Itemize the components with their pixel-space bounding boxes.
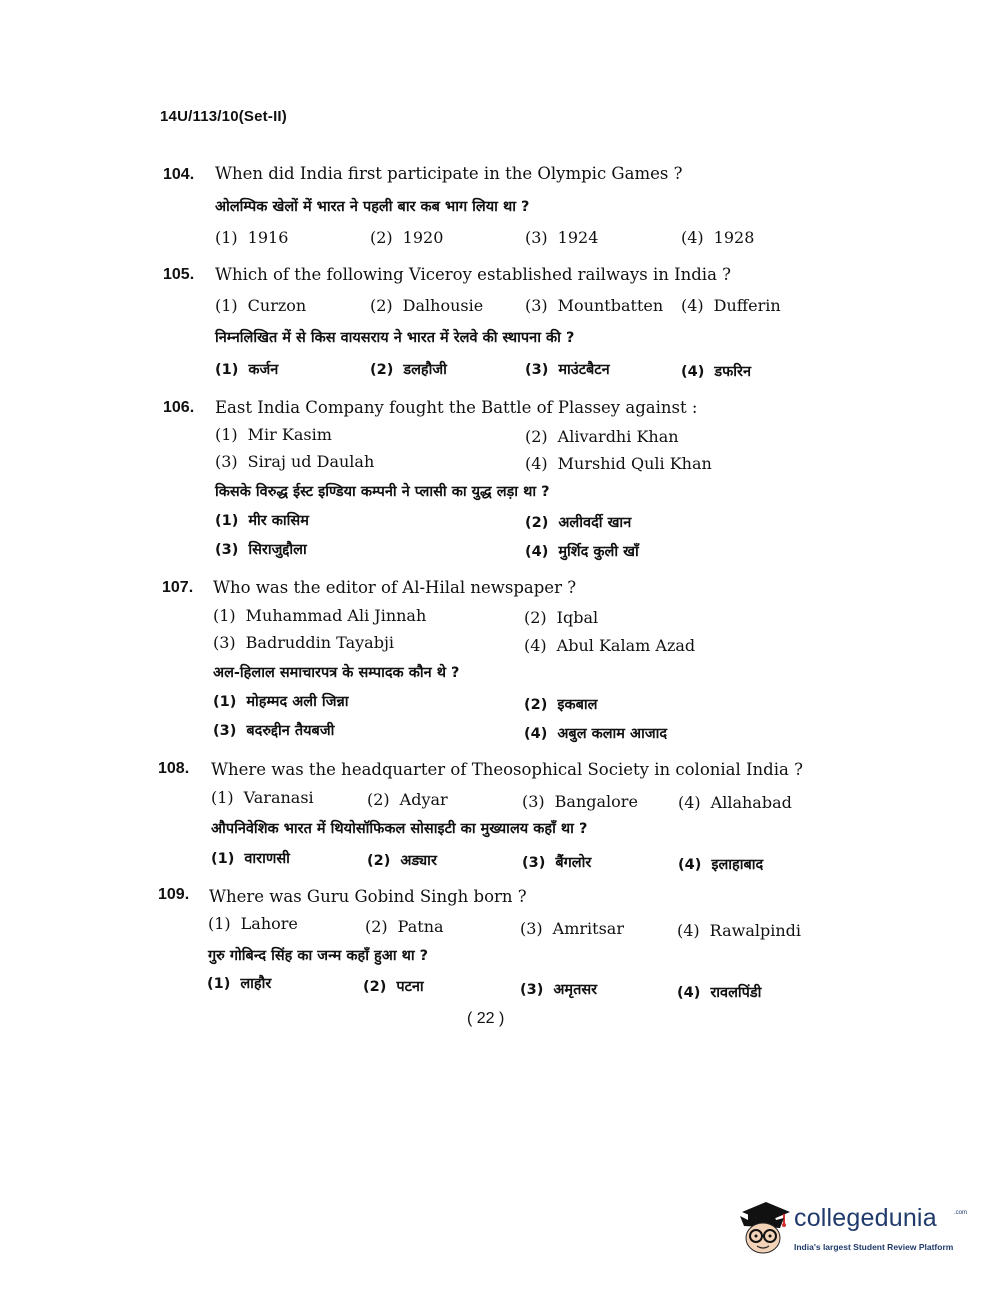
option-3: (3) Amritsar [520, 919, 624, 938]
option-1: (1) 1916 [215, 228, 289, 247]
option-2-hi: (2) अलीवर्दी खान [525, 515, 632, 531]
question-text-en: When did India first participate in the Olympic Games ? [215, 164, 683, 183]
option-2: (2) Iqbal [524, 608, 599, 627]
option-3-hi: (3) माउंटबैटन [525, 362, 610, 378]
option-3: (3) Bangalore [522, 792, 638, 811]
question-text-hi: ओलम्पिक खेलों में भारत ने पहली बार कब भाग लिया था ? [215, 199, 530, 215]
question-number: 109. [158, 886, 190, 903]
question-text-en: East India Company fought the Battle of Plassey against : [215, 398, 698, 417]
option-3-hi: (3) बदरुद्दीन तैयबजी [213, 723, 335, 739]
option-1-hi: (1) कर्जन [215, 362, 279, 378]
question-text-en: Where was the headquarter of Theosophical Society in colonial India ? [211, 760, 803, 779]
option-2: (2) Patna [365, 917, 444, 936]
option-2: (2) Dalhousie [370, 296, 484, 315]
option-1: (1) Mir Kasim [215, 425, 332, 444]
option-2-hi: (2) डलहौजी [370, 362, 447, 378]
option-1: (1) Varanasi [211, 788, 314, 807]
option-1-hi: (1) लाहौर [207, 976, 272, 992]
option-1-hi: (1) मीर कासिम [215, 513, 309, 529]
option-1-hi: (1) वाराणसी [211, 851, 290, 867]
question-text-hi: अल-हिलाल समाचारपत्र के सम्पादक कौन थे ? [213, 665, 460, 681]
question-number: 108. [158, 760, 190, 777]
option-3: (3) Siraj ud Daulah [215, 452, 375, 471]
option-4: (4) 1928 [681, 228, 755, 247]
option-3-hi: (3) सिराजुद्दौला [215, 542, 307, 558]
question-text-en: Who was the editor of Al-Hilal newspaper ? [213, 578, 577, 597]
option-4: (4) Dufferin [681, 296, 781, 315]
option-2-hi: (2) अड्यार [367, 853, 437, 869]
option-1: (1) Muhammad Ali Jinnah [213, 606, 427, 625]
option-4: (4) Murshid Quli Khan [525, 454, 712, 473]
logo-brand-text: collegedunia [794, 1204, 937, 1232]
option-4-hi: (4) डफरिन [681, 364, 752, 380]
option-3: (3) Mountbatten [525, 296, 664, 315]
option-4-hi: (4) मुर्शिद कुली खाँ [525, 544, 639, 560]
option-2-hi: (2) इकबाल [524, 697, 598, 713]
watermark-logo [736, 1196, 968, 1266]
option-2-hi: (2) पटना [363, 979, 424, 995]
option-1: (1) Curzon [215, 296, 307, 315]
option-4-hi: (4) रावलपिंडी [677, 985, 762, 1001]
question-number: 104. [163, 166, 195, 183]
option-4: (4) Rawalpindi [677, 921, 801, 940]
logo-tagline: India's largest Student Review Platform [794, 1242, 954, 1252]
student-mascot-icon [736, 1196, 792, 1258]
question-number: 106. [163, 399, 195, 416]
question-text-hi: औपनिवेशिक भारत में थियोसॉफिकल सोसाइटी का मुख्यालय कहाँ था ? [211, 821, 588, 837]
question-text-hi: किसके विरुद्ध ईस्ट इण्डिया कम्पनी ने प्लासी का युद्ध लड़ा था ? [215, 484, 550, 500]
option-3-hi: (3) अमृतसर [520, 982, 598, 998]
option-4-hi: (4) इलाहाबाद [678, 857, 764, 873]
question-number: 105. [163, 266, 195, 283]
option-3: (3) Badruddin Tayabji [213, 633, 395, 652]
question-text-en: Which of the following Viceroy established railways in India ? [215, 265, 732, 284]
option-3-hi: (3) बैंगलोर [522, 855, 592, 871]
option-2: (2) 1920 [370, 228, 444, 247]
page-number: ( 22 ) [467, 1010, 505, 1027]
option-2: (2) Adyar [367, 790, 448, 809]
question-text-en: Where was Guru Gobind Singh born ? [209, 887, 527, 906]
option-4: (4) Abul Kalam Azad [524, 636, 696, 655]
option-4: (4) Allahabad [678, 793, 792, 812]
option-4-hi: (4) अबुल कलाम आजाद [524, 726, 668, 742]
option-2: (2) Alivardhi Khan [525, 427, 679, 446]
option-1: (1) Lahore [208, 914, 298, 933]
option-1-hi: (1) मोहम्मद अली जिन्ना [213, 694, 349, 710]
option-3: (3) 1924 [525, 228, 599, 247]
question-text-hi: निम्नलिखित में से किस वायसराय ने भारत में रेलवे की स्थापना की ? [215, 330, 575, 346]
header-code: 14U/113/10(Set-II) [160, 108, 287, 125]
question-text-hi: गुरु गोबिन्द सिंह का जन्म कहाँ हुआ था ? [208, 948, 429, 964]
logo-tm: .com [954, 1210, 968, 1216]
question-number: 107. [162, 579, 194, 596]
